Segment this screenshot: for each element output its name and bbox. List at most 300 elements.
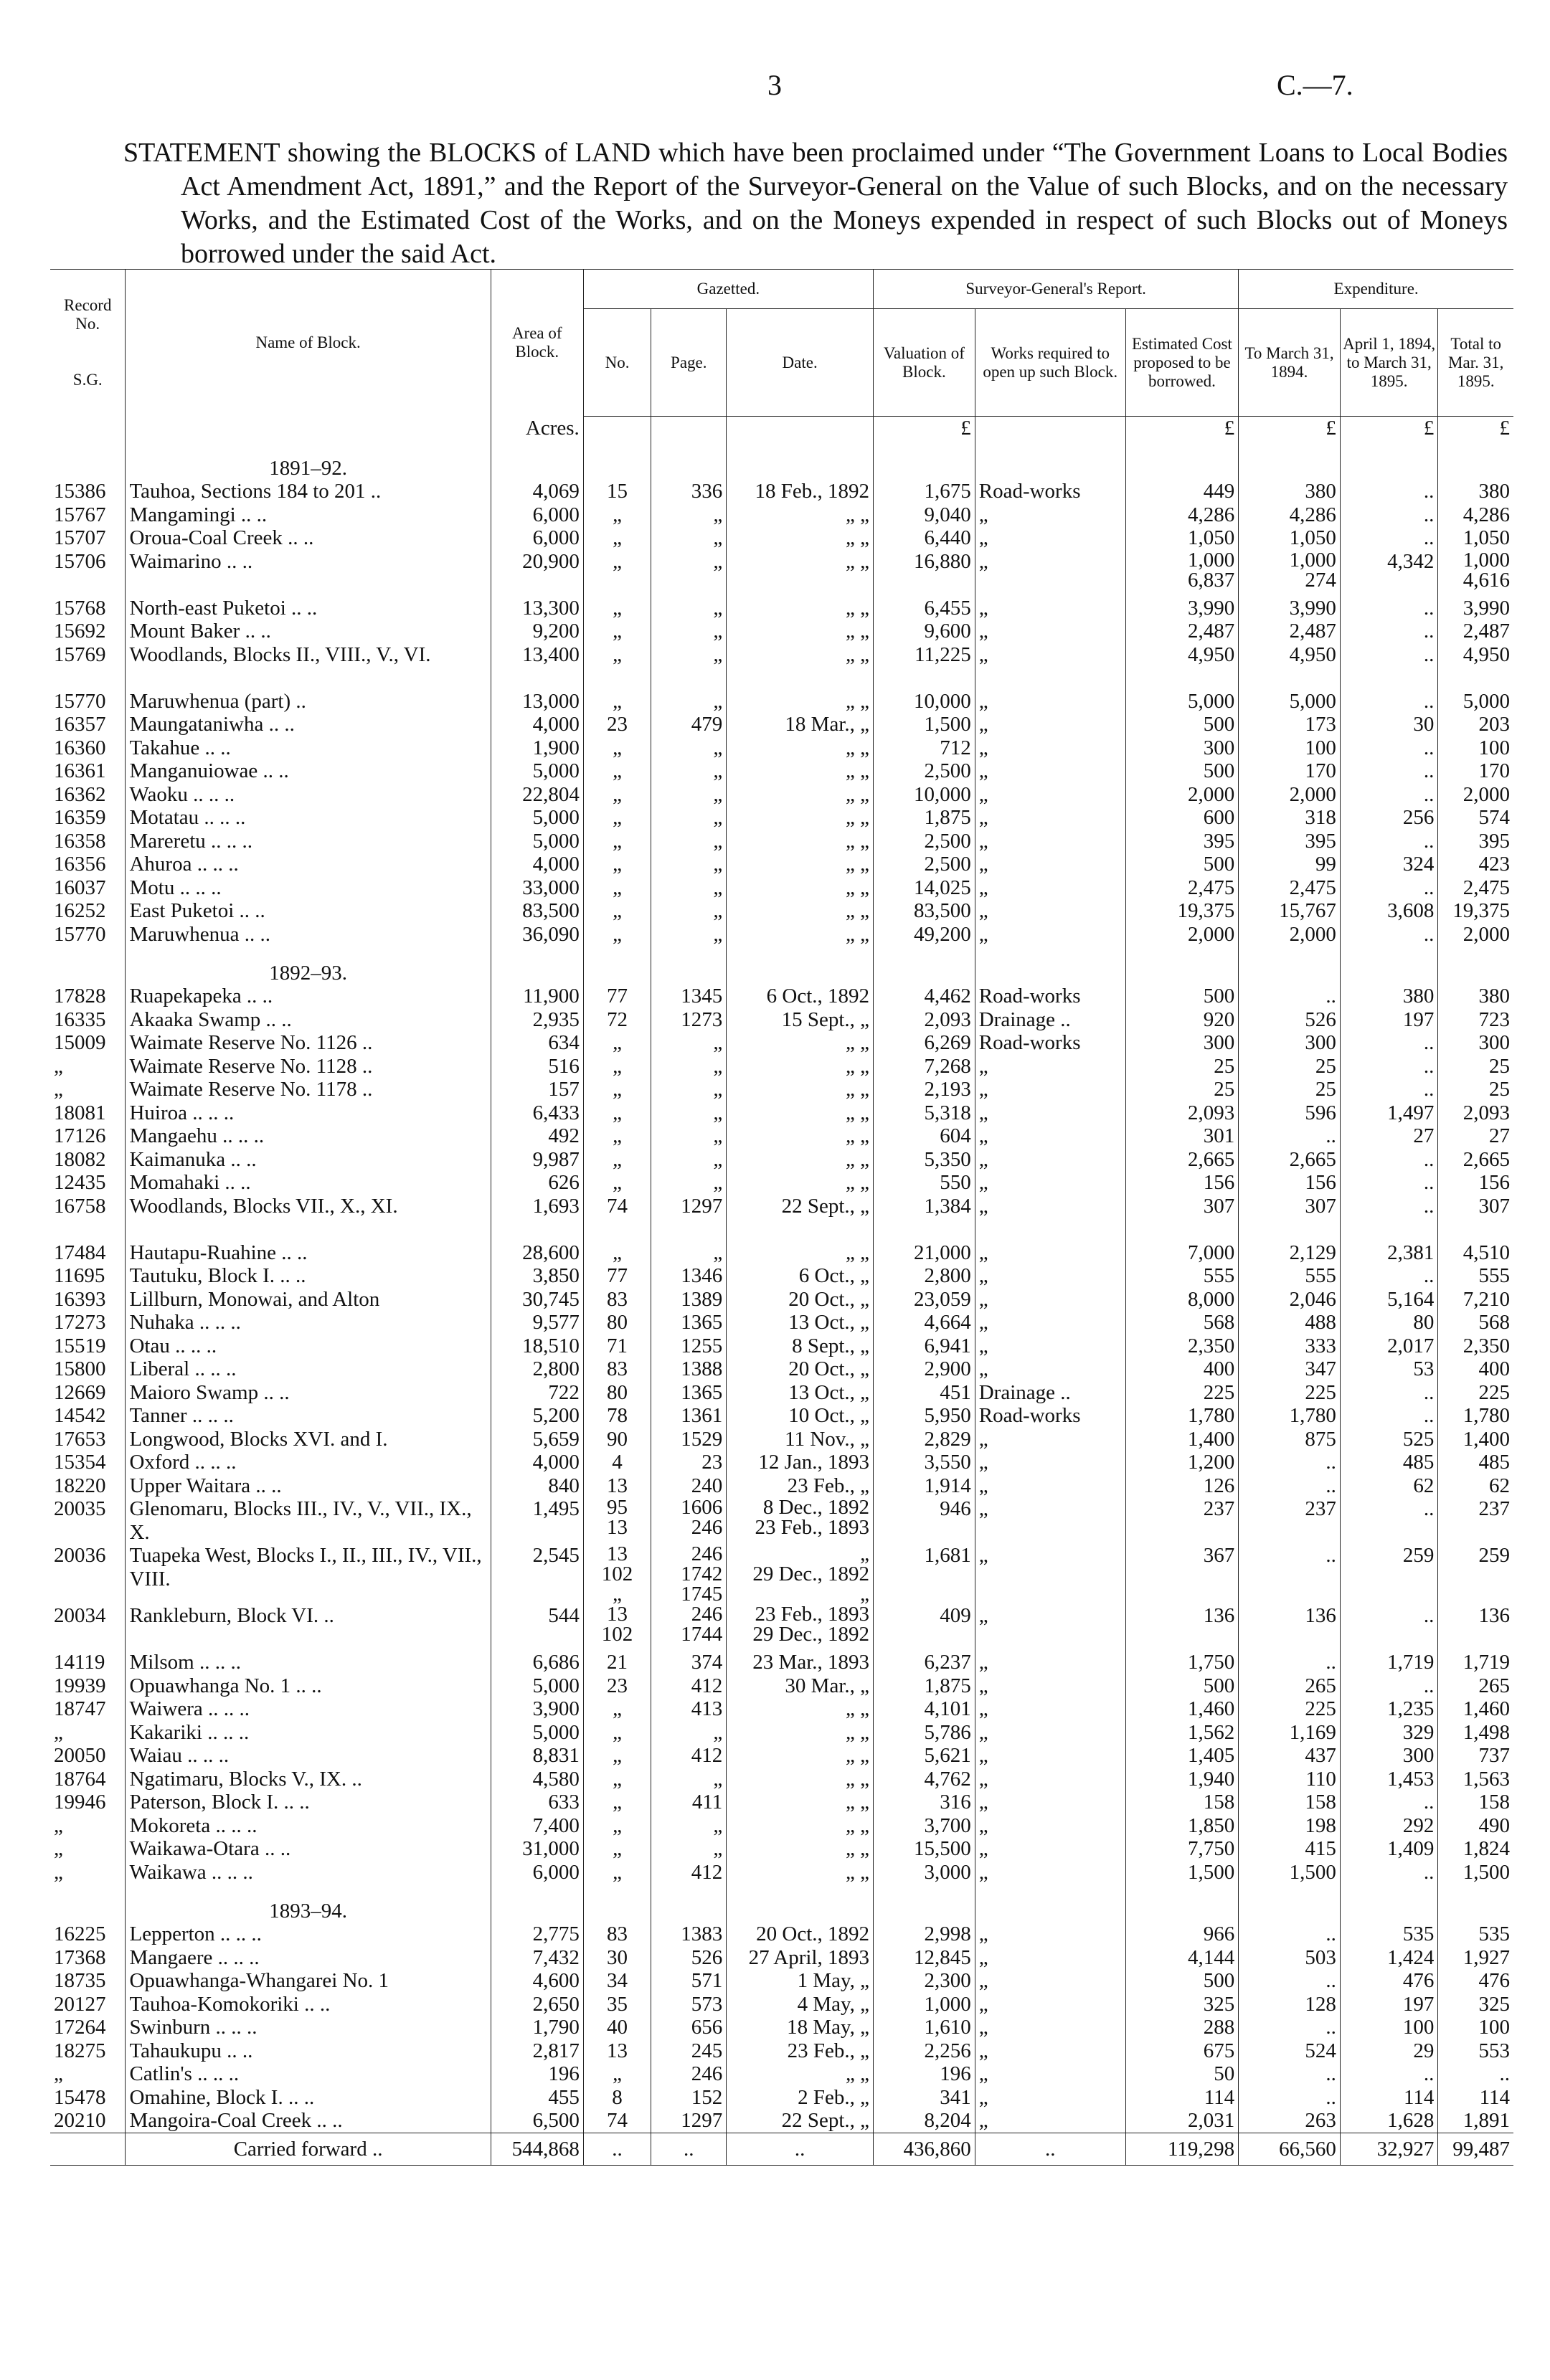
block-name-cell: Catlin's .. .. .. [126, 2062, 491, 2086]
gazette-date-cell: „ „ [727, 503, 874, 527]
block-name-cell: Mangaehu .. .. .. [126, 1124, 491, 1148]
exp-1894-1895-cell: .. [1340, 1674, 1437, 1698]
block-name-cell: Tauhoa, Sections 184 to 201 .. [126, 480, 491, 503]
area-cell: 4,000 [491, 853, 583, 876]
table-row [50, 503, 1513, 527]
block-name-cell: Tuapeka West, Blocks I., II., III., IV., VII., VIII. [126, 1544, 491, 1604]
exp-1894-1895-cell: .. [1340, 923, 1437, 947]
block-name-cell: Akaaka Swamp .. .. [126, 1008, 491, 1032]
header-record: Record No. S.G. [50, 270, 126, 417]
gazette-no-cell: „ [583, 1791, 651, 1814]
table-row [50, 2039, 1513, 2063]
gazette-date-cell: „ 29 Dec., 1892 „ [727, 1544, 874, 1604]
area-cell: 5,200 [491, 1404, 583, 1428]
works-cell: „ [975, 876, 1125, 900]
gazette-page-cell: „ [651, 1814, 727, 1838]
table-row [50, 1031, 1513, 1055]
exp-total-cell: 2,665 [1438, 1148, 1513, 1172]
works-cell: Road-works [975, 985, 1125, 1008]
exp-1894-1895-cell: .. [1340, 526, 1437, 550]
works-cell: „ [975, 2039, 1125, 2063]
gazette-date-cell: 10 Oct., „ [727, 1404, 874, 1428]
exp-total-cell: 485 [1438, 1451, 1513, 1474]
valuation-cell: 3,550 [874, 1451, 975, 1474]
gazette-no-cell: „ [583, 1241, 651, 1265]
valuation-cell: 3,000 [874, 1861, 975, 1884]
record-no-cell: 20210 [54, 2109, 106, 2132]
gazette-page-cell: 240 [651, 1474, 727, 1498]
gazette-page-cell: „ [651, 736, 727, 760]
block-name-cell: Mokoreta .. .. .. [126, 1814, 491, 1838]
gazette-page-cell: 246 1744 [651, 1604, 727, 1651]
table-row [50, 1969, 1513, 1993]
block-name-cell: Kakariki .. .. .. [126, 1721, 491, 1745]
gazette-page-cell: 1365 [651, 1311, 727, 1334]
exp-1894-1895-cell: .. [1340, 876, 1437, 900]
record-no-cell: 17368 [54, 1945, 106, 1969]
works-cell: „ [975, 1768, 1125, 1791]
gazette-date-cell: „ „ [727, 830, 874, 853]
valuation-cell: 5,621 [874, 1744, 975, 1768]
total-no: .. [583, 2133, 651, 2165]
gazette-no-cell: „ [583, 759, 651, 783]
table-row [50, 1404, 1513, 1428]
works-cell: „ [975, 1055, 1125, 1078]
record-no-cell: 14119 [54, 1651, 105, 1674]
valuation-cell: 341 [874, 2086, 975, 2110]
valuation-cell: 1,914 [874, 1474, 975, 1498]
gazette-date-cell: „ „ [727, 783, 874, 807]
gazette-date-cell: 1 May, „ [727, 1969, 874, 1993]
works-cell: „ [975, 1148, 1125, 1172]
exp-to-1894-cell: 2,046 [1239, 1288, 1341, 1312]
valuation-cell: 2,500 [874, 853, 975, 876]
area-cell: 4,580 [491, 1768, 583, 1791]
gazette-page-cell: 412 [651, 1744, 727, 1768]
exp-total-cell: 170 [1438, 759, 1513, 783]
record-no-cell: 15770 [54, 922, 106, 946]
valuation-cell: 6,941 [874, 1334, 975, 1358]
estimated-cost-cell: 2,487 [1125, 620, 1238, 643]
record-no-cell: 16037 [54, 876, 106, 899]
area-cell: 6,000 [491, 1861, 583, 1884]
exp-to-1894-cell: .. [1239, 1923, 1341, 1946]
exp-to-1894-cell: 503 [1239, 1946, 1341, 1970]
valuation-cell: 1,681 [874, 1544, 975, 1604]
block-name-cell: Motatau .. .. .. [126, 806, 491, 830]
header-works: Works required to open up such Block. [975, 309, 1125, 417]
estimated-cost-cell: 500 [1125, 759, 1238, 783]
exp-1894-1895-cell: 53 [1340, 1357, 1437, 1381]
gazette-page-cell: 571 [651, 1969, 727, 1993]
exp-total-cell: 237 [1438, 1497, 1513, 1544]
estimated-cost-cell: 500 [1125, 985, 1238, 1008]
gazette-page-cell: 152 [651, 2086, 727, 2110]
statement-table-wrapper [50, 269, 1513, 2166]
exp-to-1894-cell: .. [1239, 2062, 1341, 2086]
exp-1894-1895-cell: .. [1340, 620, 1437, 643]
estimated-cost-cell: 600 [1125, 806, 1238, 830]
exp-1894-1895-cell: .. [1340, 1791, 1437, 1814]
gazette-no-cell: „ [583, 597, 651, 620]
exp-1894-1895-cell: 485 [1340, 1451, 1437, 1474]
gazette-no-cell: 15 [583, 480, 651, 503]
gazette-date-cell: „ „ [727, 899, 874, 923]
exp-1894-1895-cell: .. [1340, 643, 1437, 690]
estimated-cost-cell: 50 [1125, 2062, 1238, 2086]
block-name-cell: Waikawa-Otara .. .. [126, 1837, 491, 1861]
table-row [50, 1171, 1513, 1195]
gazette-date-cell: „ „ [727, 1078, 874, 1101]
record-no-cell: 16758 [54, 1194, 106, 1218]
estimated-cost-cell: 2,000 [1125, 923, 1238, 947]
section-heading-row [50, 1884, 1513, 1923]
exp-total-cell: 100 [1438, 736, 1513, 760]
exp-1894-1895-cell: 3,608 [1340, 899, 1437, 923]
estimated-cost-cell: 2,475 [1125, 876, 1238, 900]
gazette-page-cell: „ [651, 1721, 727, 1745]
exp-to-1894-cell: 2,000 [1239, 923, 1341, 947]
table-row [50, 1768, 1513, 1791]
exp-total-cell: 723 [1438, 1008, 1513, 1032]
block-name-cell: Maruwhenua (part) .. [126, 690, 491, 713]
area-cell: 6,000 [491, 503, 583, 527]
exp-total-cell: 136 [1438, 1604, 1513, 1651]
record-no-cell: 18082 [54, 1147, 106, 1171]
block-name-cell: Mangaere .. .. .. [126, 1946, 491, 1970]
estimated-cost-cell: 8,000 [1125, 1288, 1238, 1312]
exp-total-cell: 100 [1438, 2016, 1513, 2039]
gazette-no-cell: „ [583, 1861, 651, 1884]
valuation-cell: 6,237 [874, 1651, 975, 1674]
block-name-cell: Lepperton .. .. .. [126, 1923, 491, 1946]
gazette-no-cell: 40 [583, 2016, 651, 2039]
record-no-cell: „ [54, 1860, 63, 1884]
unit-pound: £ [1438, 417, 1513, 442]
gazette-page-cell: „ [651, 1241, 727, 1265]
exp-1894-1895-cell: 2,017 [1340, 1334, 1437, 1358]
block-name-cell: Omahine, Block I. .. .. [126, 2086, 491, 2110]
estimated-cost-cell: 4,144 [1125, 1946, 1238, 1970]
block-name-cell: Kaimanuka .. .. [126, 1148, 491, 1172]
table-row [50, 2086, 1513, 2110]
total-estimated: 119,298 [1125, 2133, 1238, 2165]
area-cell: 492 [491, 1124, 583, 1148]
works-cell: „ [975, 736, 1125, 760]
record-no-cell: 15692 [54, 620, 106, 643]
exp-total-cell: 158 [1438, 1791, 1513, 1814]
area-cell: 4,069 [491, 480, 583, 503]
exp-1894-1895-cell: 62 [1340, 1474, 1437, 1498]
valuation-cell: 49,200 [874, 923, 975, 947]
valuation-cell: 451 [874, 1381, 975, 1405]
gazette-date-cell: „ „ [727, 1241, 874, 1265]
gazette-date-cell: „ „ [727, 690, 874, 713]
estimated-cost-cell: 500 [1125, 1674, 1238, 1698]
header-valuation: Valuation of Block. [874, 309, 975, 417]
exp-1894-1895-cell: 197 [1340, 1008, 1437, 1032]
exp-to-1894-cell: 158 [1239, 1791, 1341, 1814]
works-cell: „ [975, 713, 1125, 736]
area-cell: 5,000 [491, 806, 583, 830]
exp-1894-1895-cell: 27 [1340, 1124, 1437, 1148]
gazette-page-cell: „ [651, 597, 727, 620]
gazette-no-cell: 74 [583, 1195, 651, 1241]
estimated-cost-cell: 4,950 [1125, 643, 1238, 690]
exp-total-cell: 555 [1438, 1264, 1513, 1288]
table-row [50, 550, 1513, 597]
valuation-cell: 712 [874, 736, 975, 760]
valuation-cell: 15,500 [874, 1837, 975, 1861]
valuation-cell: 2,800 [874, 1264, 975, 1288]
exp-total-cell: 1,498 [1438, 1721, 1513, 1745]
exp-to-1894-cell: .. [1239, 1651, 1341, 1674]
works-cell: „ [975, 830, 1125, 853]
gazette-page-cell: 23 [651, 1451, 727, 1474]
header-surveyor: Surveyor-General's Report. [874, 270, 1239, 309]
works-cell: „ [975, 1721, 1125, 1745]
valuation-cell: 1,384 [874, 1195, 975, 1241]
exp-total-cell: 2,093 [1438, 1101, 1513, 1125]
record-no-cell: „ [54, 1054, 63, 1078]
gazette-date-cell: „ „ [727, 1791, 874, 1814]
record-no-cell: 15706 [54, 549, 106, 573]
block-name-cell: Momahaki .. .. [126, 1171, 491, 1195]
valuation-cell: 1,610 [874, 2016, 975, 2039]
area-cell: 5,000 [491, 1674, 583, 1698]
block-name-cell: Maruwhenua .. .. [126, 923, 491, 947]
page-number: 3 [767, 69, 782, 101]
gazette-page-cell: „ [651, 690, 727, 713]
estimated-cost-cell: 367 [1125, 1544, 1238, 1604]
section-label: 1893–94. [126, 1884, 491, 1923]
valuation-cell: 1,875 [874, 1674, 975, 1698]
gazette-page-cell: „ [651, 1031, 727, 1055]
gazette-page-cell: 1365 [651, 1381, 727, 1405]
area-cell: 13,000 [491, 690, 583, 713]
exp-total-cell: 737 [1438, 1744, 1513, 1768]
exp-total-cell: 300 [1438, 1031, 1513, 1055]
exp-1894-1895-cell: 380 [1340, 985, 1437, 1008]
exp-1894-1895-cell: .. [1340, 830, 1437, 853]
gazette-no-cell: „ [583, 526, 651, 550]
valuation-cell: 550 [874, 1171, 975, 1195]
gazette-no-cell: 13 [583, 2039, 651, 2063]
record-no-cell: 16362 [54, 782, 106, 806]
gazette-no-cell: „ [583, 1078, 651, 1101]
record-no-cell: 20127 [54, 1992, 106, 2016]
block-name-cell: Swinburn .. .. .. [126, 2016, 491, 2039]
exp-total-cell: 1,719 [1438, 1651, 1513, 1674]
works-cell: „ [975, 1451, 1125, 1474]
exp-total-cell: 2,487 [1438, 620, 1513, 643]
gazette-no-cell: „ [583, 806, 651, 830]
exp-1894-1895-cell: 535 [1340, 1923, 1437, 1946]
estimated-cost-cell: 1,940 [1125, 1768, 1238, 1791]
gazette-page-cell: 245 [651, 2039, 727, 2063]
gazette-date-cell: 12 Jan., 1893 [727, 1451, 874, 1474]
works-cell: Road-works [975, 1404, 1125, 1428]
valuation-cell: 23,059 [874, 1288, 975, 1312]
estimated-cost-cell: 449 [1125, 480, 1238, 503]
gazette-page-cell: 1388 [651, 1357, 727, 1381]
exp-1894-1895-cell: 80 [1340, 1311, 1437, 1334]
unit-pound: £ [1125, 417, 1238, 442]
exp-to-1894-cell: 263 [1239, 2109, 1341, 2133]
area-cell: 4,000 [491, 1451, 583, 1474]
block-name-cell: Ahuroa .. .. .. [126, 853, 491, 876]
record-no-cell: 11695 [54, 1264, 105, 1287]
table-row [50, 1428, 1513, 1451]
table-row [50, 1124, 1513, 1148]
gazette-date-cell: 23 Mar., 1893 [727, 1651, 874, 1674]
works-cell: „ [975, 1791, 1125, 1814]
exp-to-1894-cell: 318 [1239, 806, 1341, 830]
block-name-cell: Ruapekapeka .. .. [126, 985, 491, 1008]
estimated-cost-cell: 19,375 [1125, 899, 1238, 923]
area-cell: 9,987 [491, 1148, 583, 1172]
block-name-cell: Oxford .. .. .. [126, 1451, 491, 1474]
area-cell: 20,900 [491, 550, 583, 597]
valuation-cell: 2,500 [874, 759, 975, 783]
area-cell: 626 [491, 1171, 583, 1195]
exp-to-1894-cell: 395 [1239, 830, 1341, 853]
estimated-cost-cell: 2,031 [1125, 2109, 1238, 2133]
works-cell: „ [975, 923, 1125, 947]
works-cell: „ [975, 620, 1125, 643]
header-gazette-no: No. [583, 309, 651, 417]
estimated-cost-cell: 307 [1125, 1195, 1238, 1241]
works-cell: „ [975, 1861, 1125, 1884]
gazette-date-cell: „ „ [727, 550, 874, 597]
gazette-no-cell: 77 [583, 985, 651, 1008]
valuation-cell: 9,040 [874, 503, 975, 527]
exp-to-1894-cell: 198 [1239, 1814, 1341, 1838]
exp-1894-1895-cell: 476 [1340, 1969, 1437, 1993]
estimated-cost-cell: 966 [1125, 1923, 1238, 1946]
valuation-cell: 3,700 [874, 1814, 975, 1838]
area-cell: 4,000 [491, 713, 583, 736]
table-row [50, 899, 1513, 923]
total-label: Carried forward .. [126, 2133, 491, 2165]
exp-total-cell: 4,950 [1438, 643, 1513, 690]
area-cell: 2,935 [491, 1008, 583, 1032]
unit-pound: £ [1239, 417, 1341, 442]
works-cell: „ [975, 1993, 1125, 2016]
gazette-no-cell: 78 [583, 1404, 651, 1428]
valuation-cell: 10,000 [874, 783, 975, 807]
table-row [50, 1544, 1513, 1604]
valuation-cell: 4,101 [874, 1697, 975, 1721]
estimated-cost-cell: 568 [1125, 1311, 1238, 1334]
exp-total-cell: 5,000 [1438, 690, 1513, 713]
area-cell: 5,000 [491, 1721, 583, 1745]
gazette-no-cell: „ [583, 1837, 651, 1861]
block-name-cell: Mareretu .. .. .. [126, 830, 491, 853]
works-cell: „ [975, 1428, 1125, 1451]
exp-1894-1895-cell: 1,409 [1340, 1837, 1437, 1861]
gazette-page-cell: „ [651, 1101, 727, 1125]
gazette-page-cell: 1345 [651, 985, 727, 1008]
estimated-cost-cell: 1,405 [1125, 1744, 1238, 1768]
exp-to-1894-cell: 437 [1239, 1744, 1341, 1768]
units-row [50, 417, 1513, 442]
exp-1894-1895-cell: .. [1340, 2062, 1437, 2086]
area-cell: 7,432 [491, 1946, 583, 1970]
table-row [50, 713, 1513, 736]
exp-to-1894-cell: 110 [1239, 1768, 1341, 1791]
area-cell: 4,600 [491, 1969, 583, 1993]
works-cell: „ [975, 1101, 1125, 1125]
exp-1894-1895-cell: 1,453 [1340, 1768, 1437, 1791]
gazette-no-cell: 95 13 [583, 1497, 651, 1544]
works-cell: „ [975, 643, 1125, 690]
exp-to-1894-cell: 555 [1239, 1264, 1341, 1288]
record-no-cell: 17273 [54, 1311, 106, 1334]
gazette-page-cell: „ [651, 806, 727, 830]
section-label: 1891–92. [126, 441, 491, 480]
estimated-cost-cell: 555 [1125, 1264, 1238, 1288]
exp-total-cell: 1,927 [1438, 1946, 1513, 1970]
works-cell: „ [975, 1288, 1125, 1312]
gazette-page-cell: 1361 [651, 1404, 727, 1428]
works-cell: „ [975, 1651, 1125, 1674]
exp-to-1894-cell: 524 [1239, 2039, 1341, 2063]
gazette-no-cell: 72 [583, 1008, 651, 1032]
gazette-date-cell: „ „ [727, 597, 874, 620]
table-row [50, 830, 1513, 853]
record-no-cell: 15769 [54, 643, 106, 666]
gazette-date-cell: „ „ [727, 923, 874, 947]
section-label: 1892–93. [126, 946, 491, 985]
record-no-cell: 17828 [54, 985, 106, 1008]
gazette-page-cell: „ [651, 643, 727, 690]
table-row [50, 2062, 1513, 2086]
section-heading-row [50, 946, 1513, 985]
record-no-cell: 16358 [54, 829, 106, 853]
gazette-date-cell: 23 Feb., 1893 29 Dec., 1892 [727, 1604, 874, 1651]
valuation-cell: 4,762 [874, 1768, 975, 1791]
valuation-cell: 5,318 [874, 1101, 975, 1125]
block-name-cell: Waiau .. .. .. [126, 1744, 491, 1768]
exp-to-1894-cell: 170 [1239, 759, 1341, 783]
valuation-cell: 6,440 [874, 526, 975, 550]
exp-1894-1895-cell: .. [1340, 1195, 1437, 1241]
record-no-cell: 12435 [54, 1171, 106, 1194]
gazette-date-cell: „ „ [727, 620, 874, 643]
record-no-cell: „ [54, 2062, 63, 2085]
area-cell: 22,804 [491, 783, 583, 807]
header-exp-total: Total to Mar. 31, 1895. [1438, 309, 1513, 417]
table-row [50, 1497, 1513, 1544]
record-no-cell: 20036 [54, 1544, 106, 1567]
exp-1894-1895-cell: .. [1340, 759, 1437, 783]
valuation-cell: 11,225 [874, 643, 975, 690]
gazette-date-cell: 2 Feb., „ [727, 2086, 874, 2110]
works-cell: „ [975, 597, 1125, 620]
area-cell: 7,400 [491, 1814, 583, 1838]
works-cell: „ [975, 1697, 1125, 1721]
works-cell: Drainage .. [975, 1381, 1125, 1405]
estimated-cost-cell: 2,000 [1125, 783, 1238, 807]
estimated-cost-cell: 1,562 [1125, 1721, 1238, 1745]
gazette-date-cell: 11 Nov., „ [727, 1428, 874, 1451]
exp-total-cell: 265 [1438, 1674, 1513, 1698]
exp-total-cell: 4,510 [1438, 1241, 1513, 1265]
gazette-page-cell: 1346 [651, 1264, 727, 1288]
gazette-page-cell: 1606 246 [651, 1497, 727, 1544]
block-name-cell: Glenomaru, Blocks III., IV., V., VII., IX., X. [126, 1497, 491, 1544]
